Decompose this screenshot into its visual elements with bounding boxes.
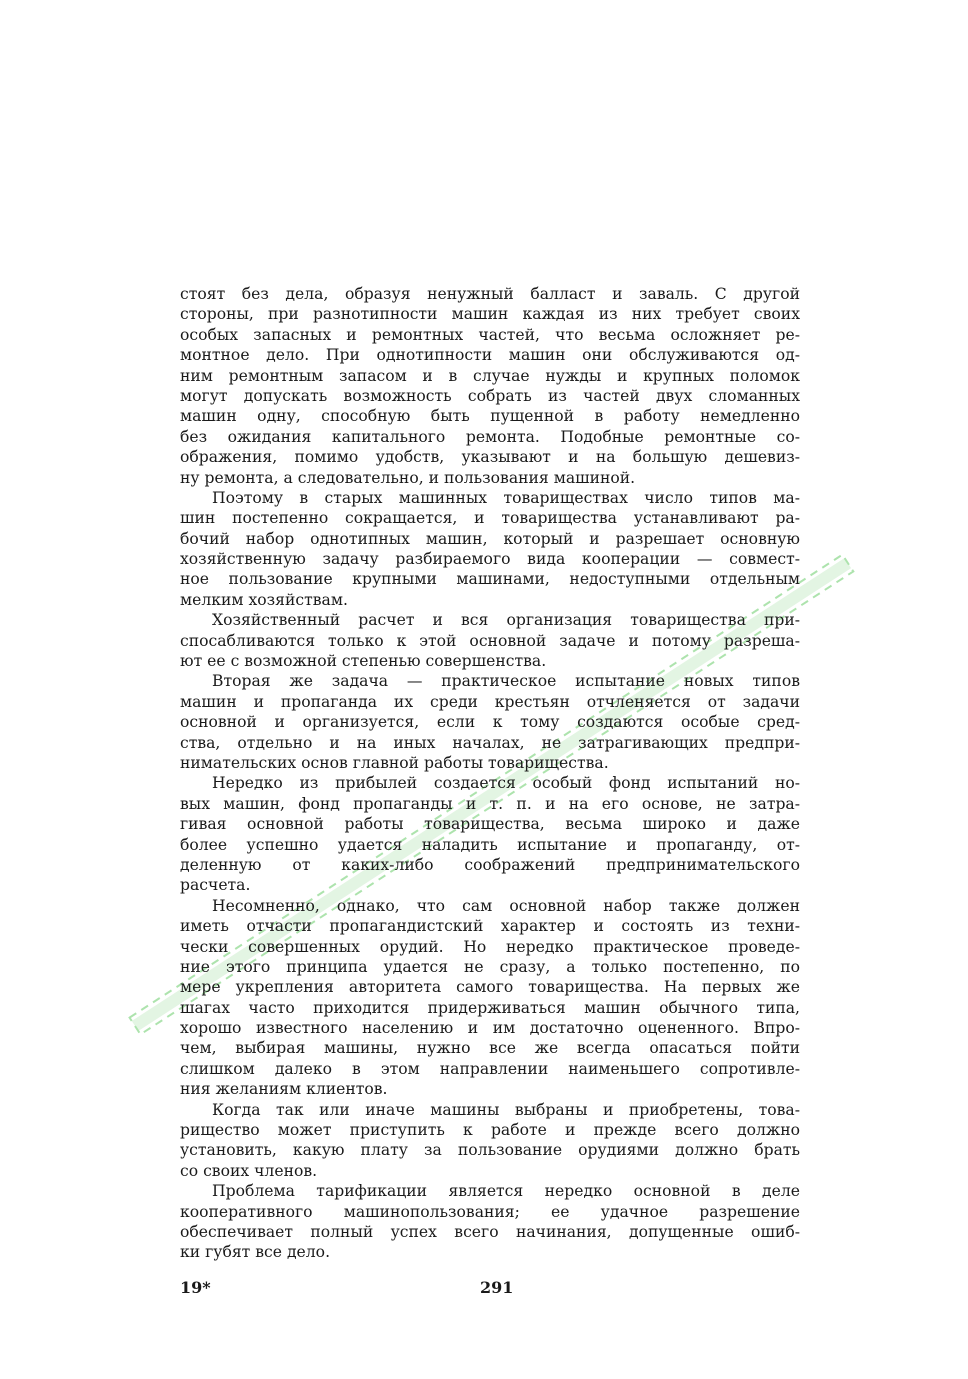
text-line: ют ее с возможной степенью совершенства. [180, 652, 547, 671]
text-line: Проблема тарификации является нередко основной в деле [212, 1182, 800, 1201]
text-line: Несомненно, однако, что сам основной набор также должен [212, 896, 800, 915]
text-line: основной и организуется, если к тому создаются особые сред- [180, 713, 800, 732]
text-line: мелким хозяйствам. [180, 590, 348, 609]
text-line: гивая основной работы товарищества, весьма широко и даже [180, 815, 800, 834]
text-line: со своих членов. [180, 1161, 318, 1180]
text-line: особых запасных и ремонтных частей, что весьма осложняет ре- [180, 325, 800, 344]
body-text [180, 284, 800, 1263]
text-line: ния желаниям клиентов. [180, 1080, 388, 1099]
page-number: 291 [480, 1278, 514, 1297]
paragraph [180, 773, 800, 895]
text-line: слишком далеко в этом направлении наименьшего сопротивле- [180, 1059, 800, 1078]
text-line: ки губят все дело. [180, 1243, 331, 1262]
paragraph [180, 896, 800, 1100]
paragraph [180, 610, 800, 671]
text-line: ображения, помимо удобств, указывают и на большую дешевиз- [180, 448, 800, 467]
text-line: установить, какую плату за пользование орудиями должно брать [180, 1141, 800, 1160]
text-line: ства, отдельно и на иных началах, не затрагивающих предпри- [180, 733, 800, 752]
text-line: Нередко из прибылей создается особый фонд испытаний но- [212, 774, 800, 793]
text-line: Поэтому в старых машинных товариществах число типов ма- [212, 488, 800, 507]
text-line: мере укрепления авторитета самого товарищества. На первых же [180, 978, 800, 997]
text-line: машин одну, способную быть пущенной в работу немедленно [180, 407, 800, 426]
text-line: Вторая же задача — практическое испытание новых типов [212, 672, 800, 691]
text-line: Хозяйственный расчет и вся организация товарищества при- [212, 611, 800, 630]
text-line: стороны, при разнотипности машин каждая из них требует своих [180, 305, 800, 324]
text-line: иметь отчасти пропагандистский характер и состоять из техни- [180, 917, 800, 936]
text-line: стоят без дела, образуя ненужный балласт и заваль. С другой [180, 285, 800, 303]
text-line: ним ремонтным запасом и в случае нужды и крупных поломок [180, 366, 800, 385]
text-line: бочий набор однотипных машин, который и разрешает основную [180, 529, 800, 548]
text-line: ное пользование крупными машинами, недоступными отдельным [180, 570, 800, 589]
text-line: чем, выбирая машины, нужно все же всегда опасаться пойти [180, 1039, 800, 1058]
text-line: деленную от каких-либо соображений предпринимательского [180, 855, 800, 874]
text-line: машин и пропаганда их среди крестьян отчленяется от задачи [180, 692, 800, 711]
text-line: обеспечивает полный успех всего начинания, допущенные ошиб- [180, 1222, 800, 1241]
text-line: расчета. [180, 876, 251, 895]
text-line: Когда так или иначе машины выбраны и приобретены, това- [212, 1100, 800, 1119]
text-line: нимательских основ главной работы товарищества. [180, 753, 609, 772]
paragraph [180, 1181, 800, 1263]
text-line: без ожидания капитального ремонта. Подобные ремонтные со- [180, 427, 800, 446]
text-line: шин постепенно сокращается, и товарищества устанавливают ра- [180, 509, 800, 528]
text-line: шагах часто приходится придерживаться машин обычного типа, [180, 998, 800, 1017]
paragraph [180, 284, 800, 488]
text-line: вых машин, фонд пропаганды и т. п. и на его основе, не затра- [180, 794, 800, 813]
text-line: более успешно удается наладить испытание и пропаганду, от- [180, 835, 800, 854]
text-line: чески совершенных орудий. Но нередко практическое проведе- [180, 937, 800, 956]
text-line: монтное дело. При однотипности машин они обслуживаются од- [180, 346, 800, 365]
paragraph [180, 1100, 800, 1182]
paragraph [180, 488, 800, 610]
text-line: ние этого принципа удается не сразу, а только постепенно, по [180, 957, 800, 976]
text-line: спосабливаются только к этой основной задаче и потому разреша- [180, 631, 800, 650]
signature-mark: 19* [180, 1278, 211, 1297]
text-line: ну ремонта, а следовательно, и пользования машиной. [180, 468, 636, 487]
text-line: кооперативного машинопользования; ее удачное разрешение [180, 1202, 800, 1221]
text-line: хозяйственную задачу разбираемого вида кооперации — совмест- [180, 550, 800, 569]
paragraph [180, 671, 800, 773]
text-line: могут допускать возможность собрать из частей двух сломанных [180, 386, 800, 405]
text-line: рищество может приступить к работе и прежде всего должно [180, 1121, 800, 1140]
text-line: хорошо известного населению и им достаточно оцененного. Впро- [180, 1019, 800, 1038]
